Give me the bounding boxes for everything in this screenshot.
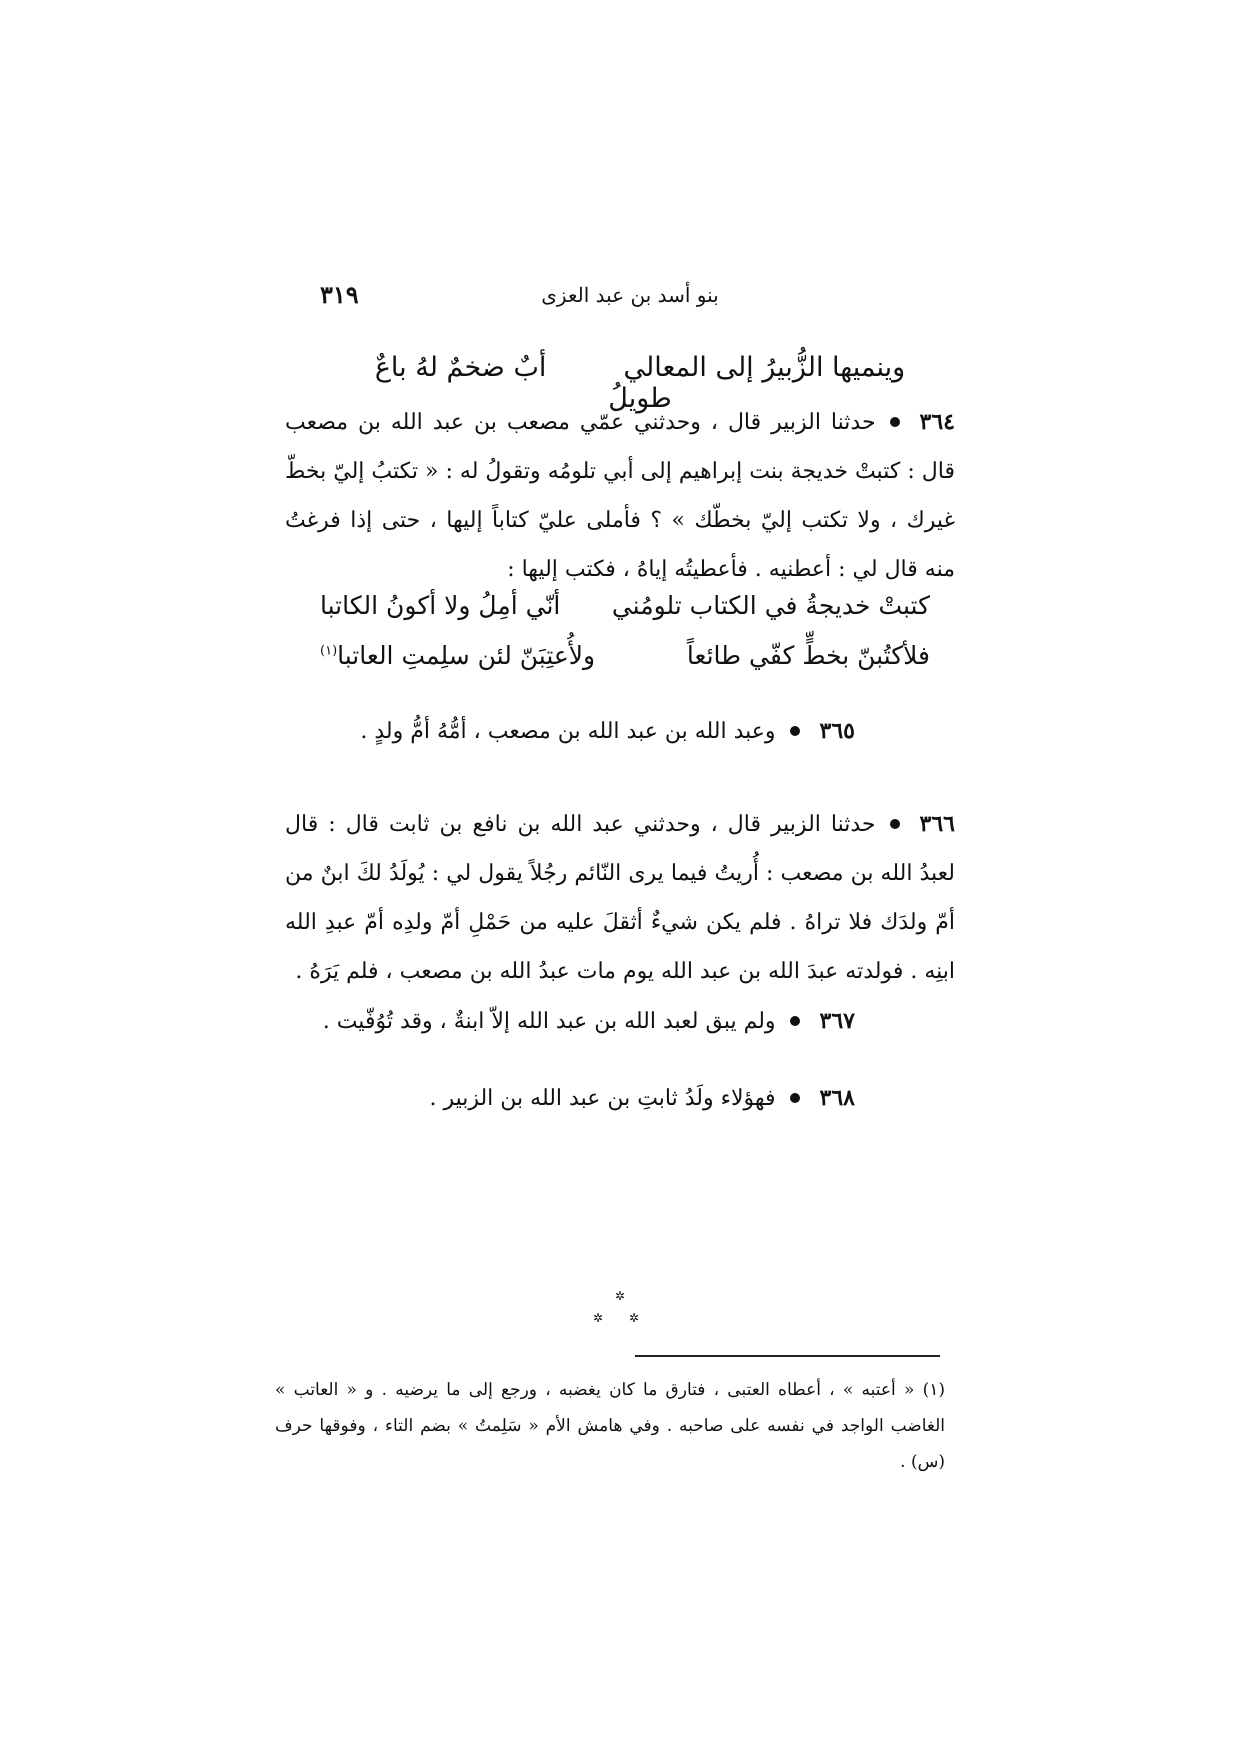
entry-367	[323, 1008, 855, 1034]
poem-line-2-second-text: ولأُعتِبَنّ لئن سلِمتِ العاتبا	[337, 640, 596, 670]
entry-text: وعبد الله بن عبد الله بن مصعب ، أمُّهُ أمُّ ولدٍ .	[360, 719, 776, 744]
section-divider-stars	[593, 1290, 653, 1330]
entry-text: حدثنا الزبير قال ، وحدثني عبد الله بن نافع بن ثابت قال : قال لعبدُ الله بن مصعب : أُريتُ فيما يرى النّائم رجُلاً يقول لي : يُولَدُ لكَ ابنٌ من أمّ ولدَك فلا تراهُ . فلم يكن شيءٌ أثقلَ عليه من حَمْلِ أمّ ولدِه أمّ عبدِ الله ابنِه . فولدته عبدَ الله بن عبد الله يوم مات عبدُ الله بن مصعب ، فلم يَرَهُ .	[285, 812, 955, 984]
entry-number: ٣٦٤	[919, 409, 955, 435]
bullet-icon	[890, 417, 900, 427]
page-number: ٣١٩	[320, 280, 359, 309]
entry-number: ٣٦٧	[819, 1008, 855, 1034]
entry-366	[285, 800, 955, 996]
entry-number: ٣٦٨	[819, 1085, 855, 1111]
star-icon: ✲	[629, 1311, 640, 1325]
poem-line-1-second-hemistich: أنّي أمِلُ ولا أكونُ الكاتبا	[320, 590, 561, 620]
running-header-title: بنو أسد بن عبد العزى	[541, 283, 719, 307]
bullet-icon	[790, 726, 800, 736]
poem-line-1	[320, 580, 930, 630]
entry-text: فهؤلاء ولَدُ ثابتِ بن عبد الله بن الزبير .	[429, 1086, 776, 1111]
star-icon: ✲	[593, 1311, 604, 1325]
bullet-icon	[890, 819, 900, 829]
bullet-icon	[790, 1093, 800, 1103]
bullet-icon	[790, 1016, 800, 1026]
poem-block	[320, 580, 930, 680]
entry-text: حدثنا الزبير قال ، وحدثني عمّي مصعب بن عبد الله بن مصعب قال : كتبتْ خديجة بنت إبراهيم إلى أبي تلومُه وتقولُ له : « تكتبُ إليّ بخطّ غيرك ، ولا تكتب إليّ بخطّك » ؟ فأملى عليّ كتاباً إليها ، حتى إذا فرغتُ منه قال لي : أعطنيه . فأعطيتُه إياهُ ، فكتب إليها :	[285, 410, 955, 582]
footnote-1: (١) « أعتبه » ، أعطاه العتبى ، فتارق ما كان يغضبه ، ورجع إلى ما يرضيه . و « العاتب » الغاضب الواجد في نفسه على صاحبه . وفي هامش الأم « سَلِمتُ » بضم التاء ، وفوقها حرف (س) .	[275, 1380, 945, 1472]
entry-text: ولم يبق لعبد الله بن عبد الله إلاّ ابنةٌ ، وقد تُوُفّيت .	[322, 1009, 776, 1034]
poem-line-2-second-hemistich	[320, 641, 595, 670]
entry-number: ٣٦٦	[919, 811, 955, 837]
opening-verse-first-hemistich: وينميها الزُّبيرُ إلى المعالي	[623, 352, 906, 383]
poem-line-2-first-hemistich: فلأكتُبنّ بخطٍّ كفّي طائعاً	[686, 640, 930, 670]
entry-365	[360, 718, 855, 744]
footnotes	[275, 1372, 945, 1480]
footnote-marker: (١)	[320, 643, 338, 659]
entry-368	[429, 1085, 855, 1111]
poem-line-1-first-hemistich: كتبتْ خديجةُ في الكتاب تلومُني	[611, 590, 930, 620]
poem-line-2	[320, 630, 930, 680]
footnote-separator	[635, 1355, 940, 1357]
entry-number: ٣٦٥	[819, 718, 855, 744]
entry-364	[285, 398, 955, 594]
opening-verse-second-hemistich: أبٌ ضخمٌ لهُ باعٌ طويلُ	[374, 352, 672, 414]
star-icon: ✲	[615, 1289, 626, 1303]
